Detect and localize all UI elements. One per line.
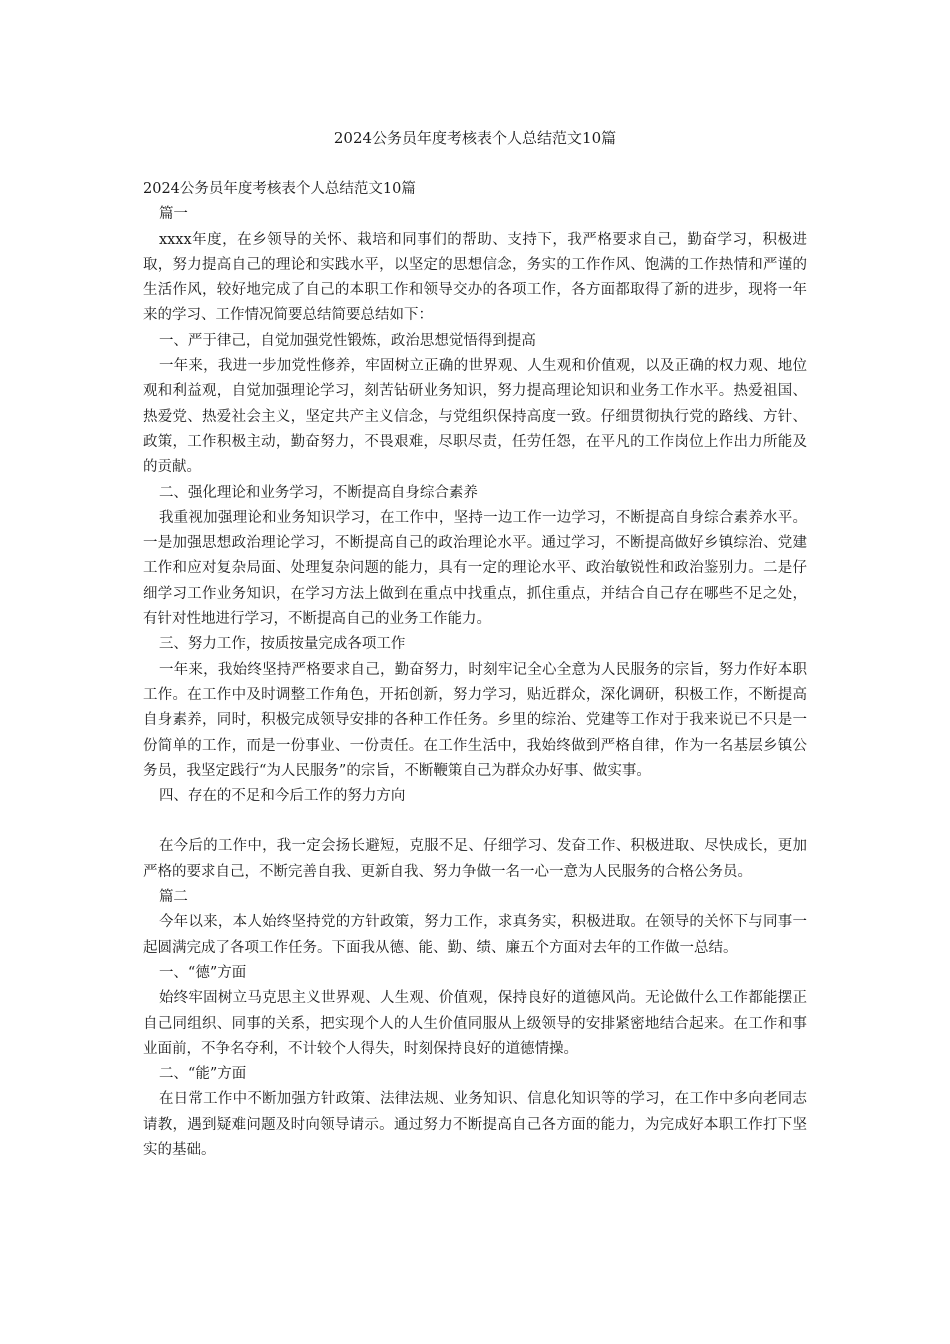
section-heading: 三、努力工作，按质按量完成各项工作 (158, 636, 406, 653)
section-heading: 二、“能”方面 (158, 1066, 247, 1083)
document-title: 2024公务员年度考核表个人总结范文10篇 (333, 129, 617, 147)
body-paragraph: 我重视加强理论和业务知识学习，在工作中，坚持一边工作一边学习，不断提高自身综合素养水平。一是加强思想政治理论学习，不断提高自己的政治理论水平。通过学习，不断提高做好乡镇综治、党建工作和应对复杂局面、处理复杂问题的能力，具有一定的理论水平、政治敏锐性和政治鉴别力。二是仔细学习工作业务知识，在学习方法上做到在重点中找重点，抓住重点，并结合自己存在哪些不足之处，有针对性地进行学习，不断提高自己的业务工作能力。 (143, 509, 807, 628)
body-paragraph: 一年来，我始终坚持严格要求自己，勤奋努力，时刻牢记全心全意为人民服务的宗旨，努力作好本职工作。在工作中及时调整工作角色，开拓创新，努力学习，贴近群众，深化调研，积极工作，不断提高自身素养，同时，积极完成领导安排的各种工作任务。乡里的综治、党建等工作对于我来说已不只是一份简单的工作，而是一份事业、一份责任。在工作生活中，我始终做到严格自律，作为一名基层乡镇公务员，我坚定践行“为人民服务”的宗旨，不断鞭策自己为群众办好事、做实事。 (143, 661, 807, 779)
document-body (143, 177, 807, 1163)
body-paragraph: 今年以来，本人始终坚持党的方针政策，努力工作，求真务实，积极进取。在领导的关怀下与同事一起圆满完成了各项工作任务。下面我从德、能、勤、绩、廉五个方面对去年的工作做一总结。 (143, 914, 807, 956)
section-heading: 二、强化理论和业务学习，不断提高自身综合素养 (158, 484, 478, 501)
section-heading-part-2: 篇二 (158, 889, 188, 906)
subtitle: 2024公务员年度考核表个人总结范文10篇 (143, 181, 416, 197)
section-heading: 一、“德”方面 (158, 964, 247, 981)
body-paragraph: 一年来，我进一步加党性修养，牢固树立正确的世界观、人生观和价值观，以及正确的权力观、地位观和利益观，自觉加强理论学习，刻苦钻研业务知识，努力提高理论知识和业务工作水平。热爱祖国、热爱党、热爱社会主义，坚定共产主义信念，与党组织保持高度一致。仔细贯彻执行党的路线、方针、政策，工作积极主动，勤奋努力，不畏艰难，尽职尽责，任劳任怨，在平凡的工作岗位上作出力所能及的贡献。 (143, 358, 807, 476)
body-paragraph: xxxx年度，在乡领导的关怀、栽培和同事们的帮助、支持下，我严格要求自己，勤奋学习，积极进取，努力提高自己的理论和实践水平，以坚定的思想信念，务实的工作作风、饱满的工作热情和严谨的生活作风，较好地完成了自己的本职工作和领导交办的各项工作，各方面都取得了新的进步，现将一年来的学习、工作情况简要总结简要总结如下： (143, 231, 807, 324)
body-paragraph: 在今后的工作中，我一定会扬长避短，克服不足、仔细学习、发奋工作、积极进取、尽快成长，更加严格的要求自己，不断完善自我、更新自我、努力争做一名一心一意为人民服务的合格公务员。 (143, 838, 807, 880)
section-heading: 一、严于律己，自觉加强党性锻炼，政治思想觉悟得到提高 (158, 332, 536, 349)
section-heading-part-1: 篇一 (158, 206, 188, 223)
body-paragraph: 始终牢固树立马克思主义世界观、人生观、价值观，保持良好的道德风尚。无论做什么工作都能摆正自己同组织、同事的关系，把实现个人的人生价值同服从上级领导的安排紧密地结合起来。在工作和事业面前，不争名夺利，不计较个人得失，时刻保持良好的道德情操。 (143, 990, 807, 1057)
body-paragraph: 在日常工作中不断加强方针政策、法律法规、业务知识、信息化知识等的学习，在工作中多向老同志请教，遇到疑难问题及时向领导请示。通过努力不断提高自己各方面的能力，为完成好本职工作打下坚实的基础。 (143, 1091, 807, 1158)
section-heading: 四、存在的不足和今后工作的努力方向 (158, 788, 406, 805)
